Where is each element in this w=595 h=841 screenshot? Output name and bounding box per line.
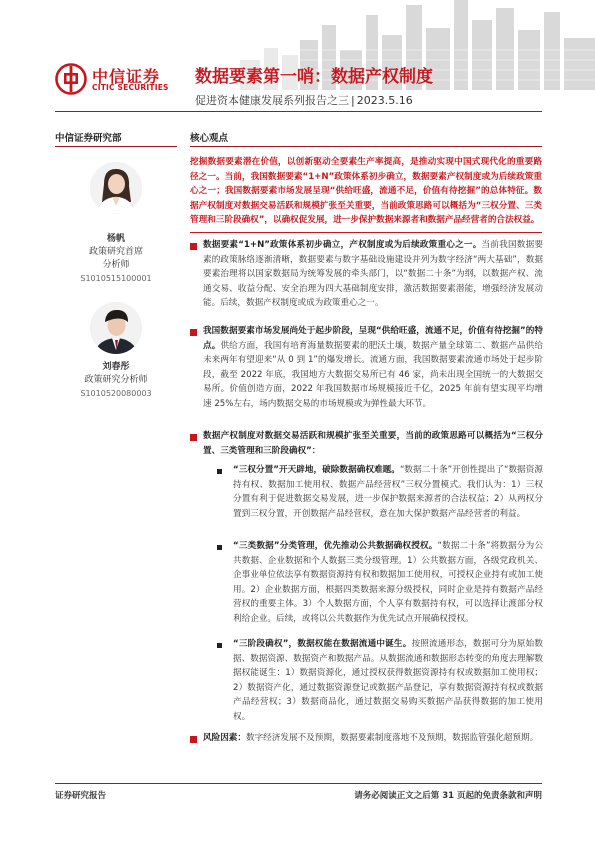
key-summary: 挖掘数据要素潜在价值，以创新驱动全要素生产率提高，是推动实现中国式现代化的重要路径之一。当前，我国数据要素“1+N”政策体系初步确立，数据要素产权制度或为后续政策重心之一；我国数据要素市场发展呈现“供给旺盛，流通不足，价值有待挖掘”的总体特征。数据产权制度对数据交易活跃和规模扩张至关重要，当前政策思路可以概括为“三权分置、三类管理和三阶段确权”，以确权促发展，进一步保护数据来源者和数据产品经营者的合法权益。 <box>190 157 542 225</box>
sub-point-body: “数据二十条”将数据分为公共数据、企业数据和个人数据三类分级管理。1）公共数据方面，各级党政机关、企事业单位依法享有数据资源持有权和数据加工使用权，可授权企业持有或加工使用。2）企业数据方面，根据四类数据来源分级授权，同时企业是持有数据产品经营权的重要主体。3）个人数据方面，个人享有数据持有权，可以选择让渡部分权利给企业。后续，或将以公共数据作为优先试点开展确权授权。 <box>233 541 543 624</box>
analyst-role: 政策研究首席 <box>88 247 143 257</box>
sub-point-lead: “三权分置”开天辟地，破除数据确权难题。 <box>233 465 400 475</box>
sub-point-body: “数据二十条”开创性提出了“数据资源持有权、数据加工使用权、数据产品经营权”三权分置模式。我们认为：1）三权分置有利于促进数据交易发展，进一步保护数据来源者的合法权益；2）从两权分置到三权分置，开创数据产品经营权，意在加大保护数据产品经营者的利益。 <box>233 465 543 519</box>
analyst-photo-liuchuntong <box>90 302 142 354</box>
sidebar-divider <box>55 146 177 147</box>
point-lead: 我国数据要素市场发展尚处于起步阶段，呈现“供给旺盛，流通不足，价值有待挖掘”的特点。 <box>203 326 543 351</box>
sub-point-body: 按照流通形态，数据可分为原始数据、数据资源、数据资产和数据产品。从数据流通和数据形态转变的角度去理解数据权能诞生：1）数据资源化，通过授权获得数据资源持有权或数据加工使用权；2）数据资产化，通过数据资源登记或数据产品登记，享有数据资源持有权或数据产品经营权；3）数据商品化，通过数据交易购买数据产品获得数据的加工使用权。 <box>233 639 543 722</box>
person-icon <box>90 162 142 214</box>
key-point-2 <box>203 324 543 411</box>
bullet-square-icon <box>190 736 197 743</box>
analyst-photo-yangfan <box>90 162 142 214</box>
analyst-name: 杨帆 <box>106 234 125 244</box>
footer-doc-type: 证券研究报告 <box>55 791 107 801</box>
bullet-square-icon <box>190 434 197 441</box>
analyst-cert-number: S1010515100001 <box>80 274 152 283</box>
analyst-card-liuchuntong <box>55 361 177 400</box>
research-dept-label: 中信证券研究部 <box>55 133 122 144</box>
citic-logo-icon <box>55 63 87 95</box>
point-body: 当前我国数据要素的政策脉络逐渐清晰，数据要素与数字基础设施建设并列为数字经济“两大基础”，数据要素治理将以国家数据局为统筹发展的牵头部门，以“数据二十条”为纲，以数据产权、流通交易、收益分配、安全治理为四大基础制度安排，激活数据要素潜能，增强经济发展动能。后续，数据产权制度或成为政策重心之一。 <box>203 240 543 308</box>
sub-point-3 <box>233 637 543 724</box>
citic-logo <box>55 63 185 95</box>
section-divider <box>190 146 542 147</box>
header-divider <box>55 111 542 112</box>
sub-point-lead: “三阶段确权”，数据权能在数据流通中诞生。 <box>233 639 412 649</box>
point-body: 供给方面，我国有培育海量数据要素的肥沃土壤，数据产量全球第二、数据产品供给未来两年有望迎来“从 0 到 1”的爆发增长。流通方面，我国数据要素流通市场处于起步阶段，截至 2022 年底，我国地方大数据交易所已有 46 家，尚未出现全国统一的大数据交易所。价值创造方面，2022 年我国数据市场规模接近千亿，2025 年前有望实现平均增速 25%左右，场内数据交易的市场规模或为弹性最大环节。 <box>203 340 543 409</box>
point-lead: 风险因素： <box>203 733 246 743</box>
section-title: 核心观点 <box>190 133 229 144</box>
analyst-cert-number: S1010520080003 <box>80 389 152 398</box>
brand-name-cn: 中信证券 <box>92 67 161 86</box>
report-header <box>0 0 595 118</box>
footer-divider <box>55 783 542 784</box>
analyst-card-yangfan <box>55 233 177 285</box>
person-icon <box>90 302 142 354</box>
point-lead: 数据产权制度对数据交易活跃和规模扩张至关重要，当前的政策思路可以概括为“三权分置、三类管理和三阶段确权”： <box>203 431 543 456</box>
key-point-1 <box>203 238 543 311</box>
analyst-name: 刘春彤 <box>102 362 130 372</box>
report-subtitle <box>195 92 413 108</box>
bullet-square-icon <box>190 329 197 336</box>
sub-point-1 <box>233 463 543 521</box>
point-lead: 数据要素“1+N”政策体系初步确立，产权制度或为后续政策重心之一。 <box>203 240 482 250</box>
point-body: 数字经济发展不及预期，数据要素制度落地不及预期，数据监管强化超预期。 <box>245 733 539 743</box>
sub-bullet-icon <box>217 545 222 550</box>
analyst-role-2: 分析师 <box>102 260 130 270</box>
sub-bullet-icon <box>217 643 222 648</box>
report-series: 促进资本健康发展系列报告之三 <box>195 94 349 107</box>
summary-underline <box>190 232 542 233</box>
brand-name-en: CITIC SECURITIES <box>92 83 169 92</box>
risk-factors <box>203 731 543 746</box>
key-point-3 <box>203 429 543 458</box>
report-date: 2023.5.16 <box>356 94 413 107</box>
subtitle-separator: | <box>351 94 355 107</box>
sub-bullet-icon <box>217 469 222 474</box>
report-title: 数据要素第一哨：数据产权制度 <box>195 67 433 87</box>
sub-point-lead: “三类数据”分类管理，优先推动公共数据确权授权。 <box>233 541 438 551</box>
bullet-square-icon <box>190 243 197 250</box>
analyst-role: 政策研究分析师 <box>84 375 148 385</box>
footer-disclaimer-link[interactable]: 请务必阅读正文之后第 31 页起的免责条款和声明 <box>354 791 542 801</box>
sub-point-2 <box>233 539 543 626</box>
